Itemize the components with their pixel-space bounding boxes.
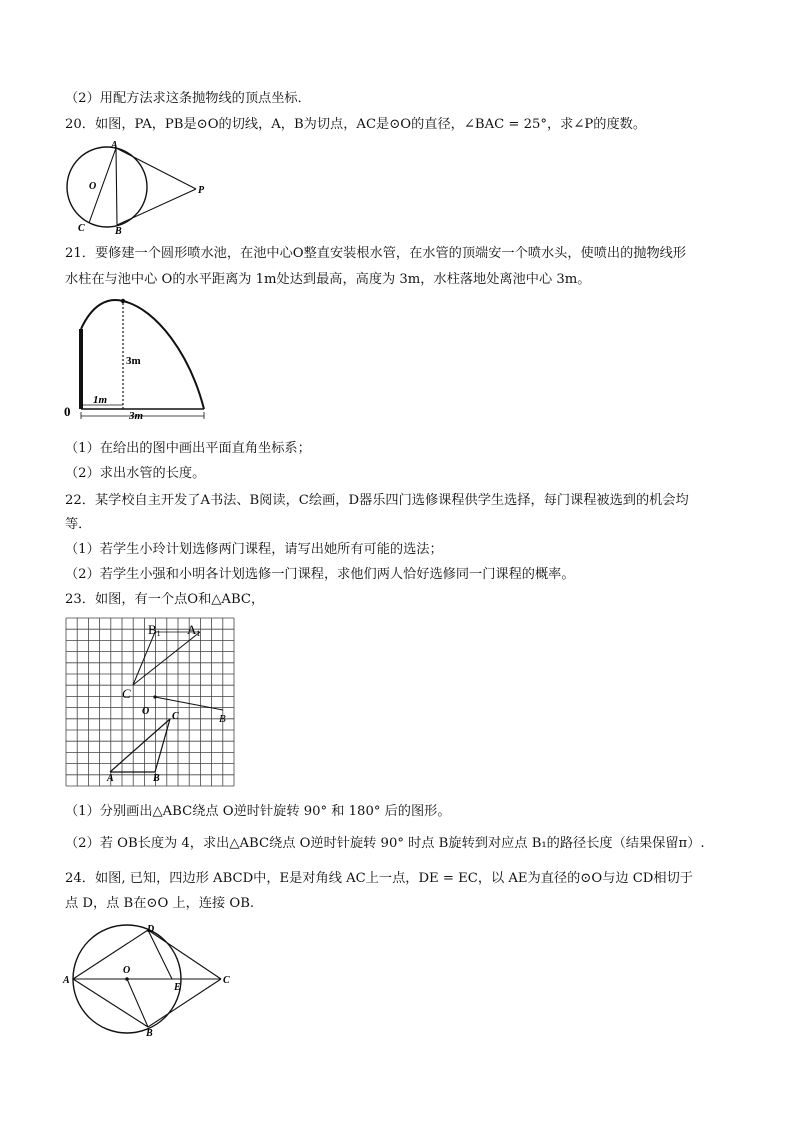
q21-text-line1: 21．要修建一个圆形喷水池，在池中心O整直安装根水管，在水管的顶端安一个喷水头，使喷出的抛物线形 — [65, 246, 687, 261]
q24-point-o — [125, 977, 129, 981]
q21-part2: （2）求出水管的长度。 — [65, 466, 206, 481]
q24-label-e: E — [174, 982, 181, 993]
q20-tangent-pa — [116, 148, 196, 189]
q20-text: 20．如图，PA，PB是⊙O的切线，A，B为切点，AC是⊙O的直径，∠BAC = 25°，求∠P的度数。 — [65, 117, 647, 132]
q22-text-line2: 等． — [65, 517, 92, 532]
q23-part1: （1）分别画出△ABC绕点 O逆时针旋转 90° 和 180° 后的图形。 — [65, 804, 451, 819]
q20-circle — [67, 147, 147, 227]
q23-label-b-right: B — [219, 713, 226, 725]
q20-label-p: P — [198, 185, 205, 196]
q23-label-o: O — [142, 706, 150, 717]
q21-3m-label: 3m — [129, 410, 144, 422]
q23-label-c1: C — [122, 686, 131, 701]
q20-chord-ab — [116, 148, 117, 225]
q22-part2: （2）若学生小强和小明各计划选修一门课程，求他们两人恰好选修同一门课程的概率。 — [65, 567, 575, 582]
q24-figure — [62, 922, 242, 1037]
q23-label-b: B — [153, 773, 160, 784]
q23-side-ca — [110, 719, 170, 772]
q21-figure — [62, 295, 222, 425]
q20-label-c: C — [78, 223, 85, 234]
q21-parabola — [81, 300, 204, 409]
q21-height-label: 3m — [126, 355, 141, 367]
q24-label-o: O — [123, 965, 131, 976]
q23-text: 23．如图，有一个点O和△ABC， — [65, 592, 265, 607]
q23-grid-figure — [66, 618, 246, 794]
q24-side-dc — [148, 930, 221, 979]
q21-1m-label: 1m — [93, 394, 108, 406]
q21-origin-label: 0 — [64, 404, 71, 419]
q23-label-a1: A1 — [187, 622, 201, 638]
q22-text-line1: 22．某学校自主开发了A书法、B阅读，C绘画，D器乐四门选修课程供学生选择，每门课程被选到的机会均 — [65, 493, 689, 508]
q20-figure — [60, 140, 210, 237]
q24-side-ab — [73, 979, 148, 1027]
q23-label-a: A — [107, 773, 114, 784]
q24-label-b: B — [146, 1028, 153, 1039]
q20-label-o: O — [89, 181, 97, 192]
q24-label-a: A — [63, 975, 70, 986]
q24-text-line1: 24．如图, 已知，四边形 ABCD中，E是对角线 AC上一点，DE = EC，以 AE为直径的⊙O与边 CD相切于 — [65, 871, 693, 886]
q23-label-b1: B1 — [148, 622, 161, 638]
q24-side-bc — [148, 979, 221, 1027]
q24-side-ad — [73, 930, 148, 979]
q24-segment-de — [148, 930, 172, 979]
q24-text-line2: 点 D，点 B在⊙O 上，连接 OB. — [65, 896, 255, 911]
q21-text-line2: 水柱在与池中心 O的水平距离为 1m处达到最高，高度为 3m，水柱落地处离池中心 3m。 — [65, 272, 591, 287]
q23-part2: （2）若 OB长度为 4，求出△ABC绕点 O逆时针旋转 90° 时点 B旋转到对应点 B₁的路径长度（结果保留π）. — [65, 836, 705, 851]
q19-part2: （2）用配方法求这条抛物线的顶点坐标． — [65, 91, 311, 106]
q20-label-b: B — [115, 226, 122, 237]
q21-vertex-dot — [121, 299, 125, 303]
q20-tangent-pb — [117, 189, 196, 225]
q20-label-a: A — [111, 140, 118, 151]
q24-label-c: C — [223, 975, 230, 986]
q24-label-d: D — [147, 924, 155, 935]
q23-side-cb — [155, 719, 170, 772]
q21-part1: （1）在给出的图中画出平面直角坐标系； — [65, 441, 311, 456]
q22-part1: （1）若学生小玲计划选修两门课程，请写出她所有可能的选法； — [65, 542, 443, 557]
q23-point-o — [153, 695, 156, 698]
q23-label-c: C — [172, 711, 179, 722]
